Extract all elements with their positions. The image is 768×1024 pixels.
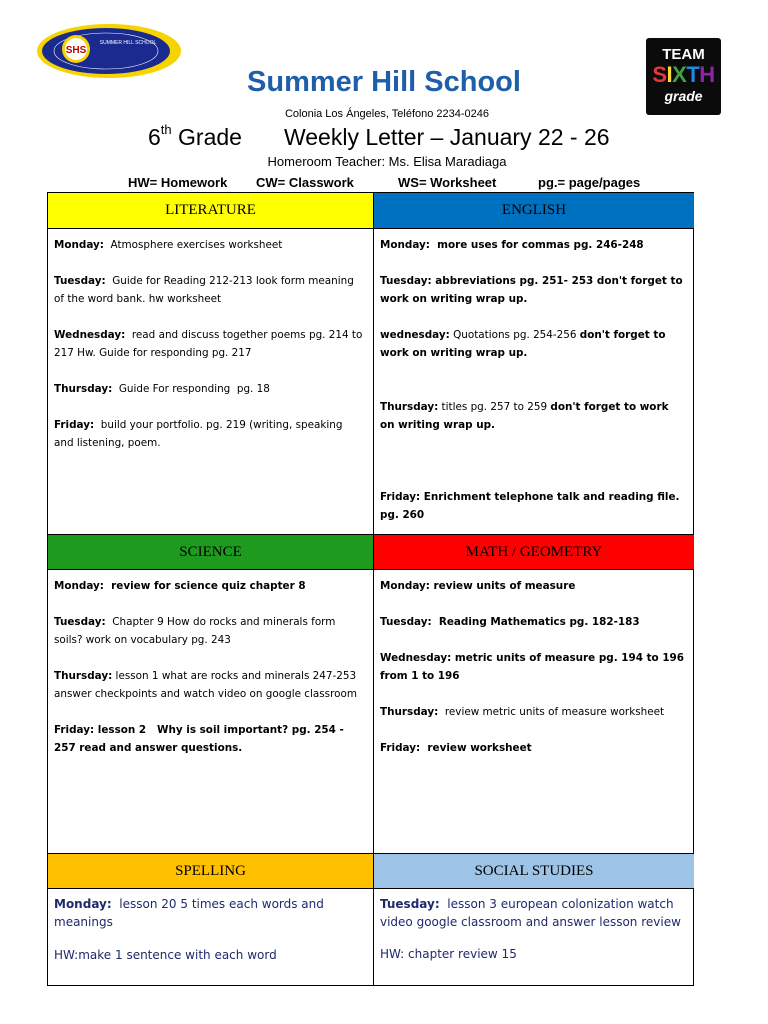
list-item — [54, 272, 365, 308]
list-item — [380, 649, 686, 685]
day-label: Friday: — [380, 491, 421, 503]
list-item — [54, 667, 365, 703]
list-item — [54, 946, 365, 964]
grade-number: 6 — [148, 124, 161, 150]
legend-page: pg.= page/pages — [538, 175, 641, 190]
day-label: Tuesday: — [54, 616, 106, 628]
entry-text: metric units of measure pg. 194 to 196 from 1 to 196 — [380, 652, 688, 682]
legend-homework: HW= Homework — [128, 175, 228, 190]
social-studies-body — [374, 889, 694, 981]
legend-classwork: CW= Classwork — [256, 175, 354, 190]
math-body — [374, 570, 694, 775]
legend-worksheet: WS= Worksheet — [398, 175, 497, 190]
list-item — [54, 326, 365, 362]
list-item — [54, 416, 365, 452]
day-label: Friday: — [54, 419, 95, 431]
list-item — [380, 236, 686, 254]
english-title: ENGLISH — [501, 202, 567, 218]
day-label: Wednesday: — [380, 652, 452, 664]
list-item — [380, 488, 686, 524]
homeroom-teacher: Homeroom Teacher: Ms. Elisa Maradiaga — [267, 154, 507, 169]
spelling-body — [48, 889, 373, 982]
subject-grid — [47, 192, 694, 986]
day-label: Tuesday: — [380, 275, 432, 287]
list-item — [54, 895, 365, 931]
day-label: Friday: lesson 2 — [54, 724, 147, 736]
entry-text: build your portfolio. pg. 219 (writing, speaking and listening, poem. — [54, 419, 346, 449]
literature-body — [48, 229, 373, 470]
list-item — [380, 703, 686, 721]
entry-text: more uses for commas pg. 246-248 — [429, 239, 644, 251]
spelling-header — [48, 854, 373, 889]
day-label: Friday: — [380, 742, 421, 754]
day-label: wednesday: — [380, 329, 450, 341]
entry-text: Chapter 9 How do rocks and minerals form soils? work on vocabulary pg. 243 — [54, 616, 339, 646]
badge-letter: I — [666, 62, 673, 87]
english-body — [374, 229, 694, 542]
day-label: Thursday: — [380, 706, 439, 718]
day-label: Monday: — [380, 239, 430, 251]
day-label: Tuesday: — [54, 275, 106, 287]
math-header — [374, 535, 694, 570]
day-label: Thursday: — [54, 383, 113, 395]
weekly-letter-title: Weekly Letter – January 22 - 26 — [283, 124, 610, 150]
badge-letter: S — [652, 62, 667, 87]
list-item — [54, 577, 365, 595]
list-item — [54, 721, 365, 757]
entry-text: review for science quiz chapter 8 — [103, 580, 306, 592]
entry-text: Reading Mathematics pg. 182-183 — [431, 616, 640, 628]
badge-line-team: TEAM — [662, 46, 705, 63]
entry-text: lesson 3 european colonization watch video google classroom and answer lesson review — [380, 897, 681, 929]
science-title: SCIENCE — [179, 543, 242, 560]
list-item — [380, 398, 686, 434]
day-label: Thursday: — [380, 401, 439, 413]
science-body — [48, 570, 373, 775]
list-item — [380, 326, 686, 362]
grade-word: Grade — [178, 124, 242, 150]
entry-text: abbreviations pg. 251- 253 don't forget to work on writing wrap up. — [380, 275, 687, 305]
social-studies-title: SOCIAL STUDIES — [474, 862, 594, 879]
day-label: Monday: — [380, 580, 430, 592]
list-item — [54, 380, 365, 398]
entry-text: lesson 1 what are rocks and minerals 247-253 answer checkpoints and watch video on google classroom — [54, 670, 360, 700]
list-item — [380, 577, 686, 595]
entry-text: review metric units of measure worksheet — [438, 706, 665, 718]
entry-text: HW:make 1 sentence with each word — [54, 948, 277, 962]
literature-header — [48, 193, 373, 229]
entry-text: Atmosphere exercises worksheet — [103, 239, 283, 251]
list-item — [380, 613, 686, 631]
entry-text: Why is soil important? pg. 254 - 257 read and answer questions. — [54, 724, 348, 754]
school-address: Colonia Los Ángeles, Teléfono 2234-0246 — [284, 108, 490, 120]
math-title: MATH / GEOMETRY — [465, 543, 603, 560]
entry-text: Enrichment telephone talk and reading file. pg. 260 — [380, 491, 684, 521]
badge-line-grade: grade — [664, 88, 703, 104]
list-item — [380, 895, 686, 931]
spelling-title: SPELLING — [175, 862, 246, 879]
day-label: Wednesday: — [54, 329, 126, 341]
list-item — [380, 945, 686, 963]
abbreviation-legend — [128, 175, 640, 190]
entry-text: HW: chapter review 15 — [380, 947, 517, 961]
social-studies-header — [374, 854, 694, 889]
logo-text: SHS — [65, 45, 87, 56]
science-header — [48, 535, 373, 570]
entry-text: read and discuss together poems pg. 214 to 217 Hw. Guide for responding pg. 217 — [54, 329, 366, 359]
entry-text: Quotations pg. 254-256 — [449, 329, 580, 341]
day-label: Monday: — [54, 897, 112, 911]
badge-letter: T — [686, 62, 700, 87]
entry-text: Guide for Reading 212-213 look form meaning of the word bank. hw worksheet — [54, 275, 358, 305]
english-header — [374, 193, 694, 229]
badge-letter: H — [699, 62, 715, 87]
list-item — [54, 613, 365, 649]
day-label: Monday: — [54, 580, 104, 592]
list-item — [380, 272, 686, 308]
list-item — [380, 739, 686, 757]
entry-reminder: don't forget to work on writing wrap up. — [380, 329, 666, 359]
entry-text: Guide For responding pg. 18 — [112, 383, 270, 395]
day-label: Thursday: — [54, 670, 113, 682]
entry-text: lesson 20 5 times each words and meanings — [54, 897, 328, 929]
list-item — [54, 236, 365, 254]
logo-ring-text: SUMMER HILL SCHOOL — [99, 40, 157, 46]
day-label: Monday: — [54, 239, 104, 251]
literature-title: LITERATURE — [165, 202, 256, 218]
grade-suffix: th — [160, 122, 172, 138]
entry-text: titles pg. 257 to 259 — [438, 401, 551, 413]
badge-letter: X — [672, 62, 687, 87]
grade-title — [148, 124, 610, 151]
school-name: Summer Hill School — [247, 66, 521, 98]
entry-text: review worksheet — [420, 742, 532, 754]
day-label: Tuesday: — [380, 616, 432, 628]
day-label: Tuesday: — [380, 897, 440, 911]
entry-reminder: don't forget to work on writing wrap up. — [380, 401, 669, 431]
entry-text: review units of measure — [429, 580, 576, 592]
